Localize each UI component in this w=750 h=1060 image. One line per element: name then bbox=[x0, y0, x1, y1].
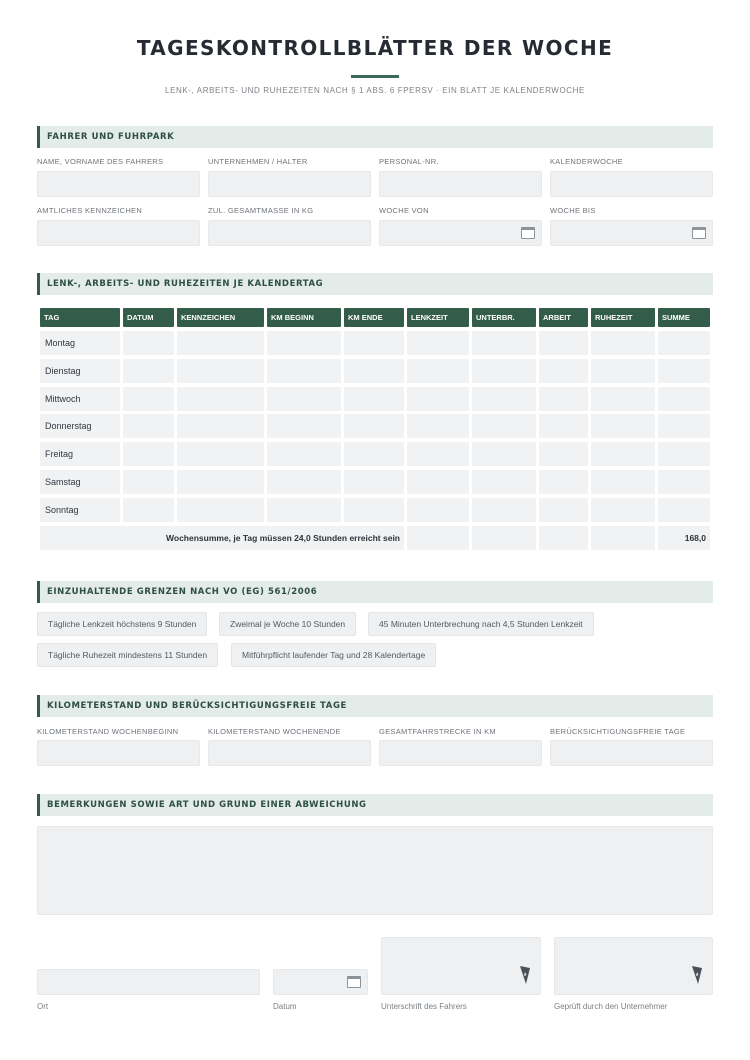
week-from-label: WOCHE VON bbox=[379, 206, 429, 215]
driver-name-label: NAME, VORNAME DES FAHRERS bbox=[37, 157, 164, 166]
cell-rest[interactable] bbox=[591, 442, 655, 466]
cell-plate[interactable] bbox=[177, 331, 264, 355]
cell-rest[interactable] bbox=[591, 387, 655, 411]
personnel-no-field[interactable] bbox=[379, 171, 542, 197]
cell-sum[interactable] bbox=[658, 387, 710, 411]
calendar-icon[interactable] bbox=[692, 227, 706, 239]
cell-plate[interactable] bbox=[177, 442, 264, 466]
cell-sum[interactable] bbox=[658, 498, 710, 522]
gross-weight-label: ZUL. GESAMTMASSE IN KG bbox=[208, 206, 314, 215]
cell-rest[interactable] bbox=[591, 331, 655, 355]
km-end-label: KILOMETERSTAND WOCHENENDE bbox=[208, 727, 341, 736]
calendar-week-field[interactable] bbox=[550, 171, 713, 197]
cell-plate[interactable] bbox=[177, 359, 264, 383]
cell-sum[interactable] bbox=[658, 442, 710, 466]
cell-date[interactable] bbox=[123, 470, 174, 494]
cell-date[interactable] bbox=[123, 387, 174, 411]
cell-break[interactable] bbox=[472, 442, 536, 466]
remarks-field[interactable] bbox=[37, 826, 713, 915]
limit-chip: Mitführpflicht laufender Tag und 28 Kalendertage bbox=[231, 643, 436, 667]
cell-plate[interactable] bbox=[177, 470, 264, 494]
cell-break[interactable] bbox=[472, 498, 536, 522]
cell-km-start[interactable] bbox=[267, 387, 341, 411]
place-field[interactable] bbox=[37, 969, 260, 995]
cell-date[interactable] bbox=[123, 442, 174, 466]
col-header-break: UNTERBR. bbox=[472, 308, 536, 327]
company-check-label: Geprüft durch den Unternehmer bbox=[554, 1002, 668, 1011]
day-label: Sonntag bbox=[45, 505, 79, 515]
cell-plate[interactable] bbox=[177, 498, 264, 522]
exempt-days-field[interactable] bbox=[550, 740, 713, 766]
calendar-icon[interactable] bbox=[347, 976, 361, 988]
cell-work[interactable] bbox=[539, 442, 588, 466]
col-header-date: DATUM bbox=[123, 308, 174, 327]
week-to-field[interactable] bbox=[550, 220, 713, 246]
weekly-sum-cell[interactable] bbox=[591, 526, 655, 550]
cell-plate[interactable] bbox=[177, 414, 264, 438]
place-label: Ort bbox=[37, 1002, 49, 1011]
day-label: Mittwoch bbox=[45, 394, 81, 404]
weekly-sum-cell[interactable] bbox=[407, 526, 469, 550]
cell-break[interactable] bbox=[472, 387, 536, 411]
cell-km-start[interactable] bbox=[267, 331, 341, 355]
cell-break[interactable] bbox=[472, 331, 536, 355]
cell-work[interactable] bbox=[539, 414, 588, 438]
col-header-driving-time: LENKZEIT bbox=[407, 308, 469, 327]
calendar-icon[interactable] bbox=[521, 227, 535, 239]
date-field[interactable] bbox=[273, 969, 368, 995]
company-check-field[interactable] bbox=[554, 937, 713, 995]
title-divider bbox=[351, 75, 399, 78]
cell-date[interactable] bbox=[123, 331, 174, 355]
cell-rest[interactable] bbox=[591, 498, 655, 522]
limit-chip: Tägliche Ruhezeit mindestens 11 Stunden bbox=[37, 643, 218, 667]
driver-signature-field[interactable] bbox=[381, 937, 541, 995]
cell-break[interactable] bbox=[472, 414, 536, 438]
cell-date[interactable] bbox=[123, 359, 174, 383]
cell-sum[interactable] bbox=[658, 359, 710, 383]
km-start-field[interactable] bbox=[37, 740, 200, 766]
cell-km-start[interactable] bbox=[267, 442, 341, 466]
col-header-plate: KENNZEICHEN bbox=[177, 308, 264, 327]
cell-km-start[interactable] bbox=[267, 470, 341, 494]
cell-sum[interactable] bbox=[658, 331, 710, 355]
section-heading-mileage: KILOMETERSTAND UND BERÜCKSICHTIGUNGSFREIE TAGE bbox=[37, 695, 713, 717]
pen-icon bbox=[690, 964, 704, 986]
cell-km-end[interactable] bbox=[344, 470, 404, 494]
date-label: Datum bbox=[273, 1002, 297, 1011]
cell-work[interactable] bbox=[539, 387, 588, 411]
distance-field[interactable] bbox=[379, 740, 542, 766]
cell-driving-time[interactable] bbox=[407, 414, 469, 438]
weekly-sum-cell[interactable] bbox=[472, 526, 536, 550]
calendar-week-label: KALENDERWOCHE bbox=[550, 157, 623, 166]
cell-driving-time[interactable] bbox=[407, 359, 469, 383]
cell-date[interactable] bbox=[123, 498, 174, 522]
cell-km-end[interactable] bbox=[344, 331, 404, 355]
distance-label: GESAMTFAHRSTRECKE IN KM bbox=[379, 727, 496, 736]
cell-work[interactable] bbox=[539, 470, 588, 494]
day-label: Donnerstag bbox=[45, 421, 92, 431]
cell-rest[interactable] bbox=[591, 359, 655, 383]
section-heading-times: LENK-, ARBEITS- UND RUHEZEITEN JE KALENDERTAG bbox=[37, 273, 713, 295]
week-from-field[interactable] bbox=[379, 220, 542, 246]
cell-km-start[interactable] bbox=[267, 359, 341, 383]
pen-icon bbox=[518, 964, 532, 986]
limit-chip: Zweimal je Woche 10 Stunden bbox=[219, 612, 356, 636]
km-start-label: KILOMETERSTAND WOCHENBEGINN bbox=[37, 727, 179, 736]
cell-driving-time[interactable] bbox=[407, 470, 469, 494]
cell-driving-time[interactable] bbox=[407, 331, 469, 355]
cell-km-end[interactable] bbox=[344, 387, 404, 411]
day-label: Dienstag bbox=[45, 366, 81, 376]
week-to-label: WOCHE BIS bbox=[550, 206, 596, 215]
weekly-sum-cell[interactable] bbox=[539, 526, 588, 550]
cell-driving-time[interactable] bbox=[407, 387, 469, 411]
cell-driving-time[interactable] bbox=[407, 442, 469, 466]
section-heading-limits: EINZUHALTENDE GRENZEN NACH VO (EG) 561/2006 bbox=[37, 581, 713, 603]
plate-field[interactable] bbox=[37, 220, 200, 246]
section-heading-remarks: BEMERKUNGEN SOWIE ART UND GRUND EINER ABWEICHUNG bbox=[37, 794, 713, 816]
page-title: TAGESKONTROLLBLÄTTER DER WOCHE bbox=[136, 36, 614, 60]
weekly-sum-value: 168,0 bbox=[684, 533, 706, 543]
limit-chip: Tägliche Lenkzeit höchstens 9 Stunden bbox=[37, 612, 207, 636]
cell-plate[interactable] bbox=[177, 387, 264, 411]
col-header-km-end: KM ENDE bbox=[344, 308, 404, 327]
exempt-days-label: BERÜCKSICHTIGUNGSFREIE TAGE bbox=[550, 727, 686, 736]
cell-work[interactable] bbox=[539, 359, 588, 383]
cell-break[interactable] bbox=[472, 470, 536, 494]
section-heading-driver: FAHRER UND FUHRPARK bbox=[37, 126, 713, 148]
col-header-day: TAG bbox=[40, 308, 120, 327]
company-field[interactable] bbox=[208, 171, 371, 197]
col-header-work: ARBEIT bbox=[539, 308, 588, 327]
page-subtitle: LENK-, ARBEITS- UND RUHEZEITEN NACH § 1 ABS. 6 FPERSV · EIN BLATT JE KALENDERWOCHE bbox=[165, 86, 585, 95]
col-header-km-start: KM BEGINN bbox=[267, 308, 341, 327]
personnel-no-label: PERSONAL-NR. bbox=[379, 157, 439, 166]
cell-sum[interactable] bbox=[658, 470, 710, 494]
weekly-sum-label: Wochensumme, je Tag müssen 24,0 Stunden erreicht sein bbox=[166, 533, 400, 543]
col-header-rest: RUHEZEIT bbox=[591, 308, 655, 327]
day-label: Samstag bbox=[45, 477, 81, 487]
col-header-sum: SUMME bbox=[658, 308, 710, 327]
gross-weight-field[interactable] bbox=[208, 220, 371, 246]
cell-sum[interactable] bbox=[658, 414, 710, 438]
km-end-field[interactable] bbox=[208, 740, 371, 766]
cell-work[interactable] bbox=[539, 331, 588, 355]
driver-name-field[interactable] bbox=[37, 171, 200, 197]
cell-driving-time[interactable] bbox=[407, 498, 469, 522]
limit-chip: 45 Minuten Unterbrechung nach 4,5 Stunden Lenkzeit bbox=[368, 612, 594, 636]
cell-rest[interactable] bbox=[591, 470, 655, 494]
day-label: Freitag bbox=[45, 449, 74, 459]
cell-km-end[interactable] bbox=[344, 498, 404, 522]
cell-km-start[interactable] bbox=[267, 414, 341, 438]
cell-km-end[interactable] bbox=[344, 442, 404, 466]
day-label: Montag bbox=[45, 338, 76, 348]
cell-km-start[interactable] bbox=[267, 498, 341, 522]
cell-date[interactable] bbox=[123, 414, 174, 438]
cell-rest[interactable] bbox=[591, 414, 655, 438]
plate-label: AMTLICHES KENNZEICHEN bbox=[37, 206, 143, 215]
company-label: UNTERNEHMEN / HALTER bbox=[208, 157, 308, 166]
cell-km-end[interactable] bbox=[344, 359, 404, 383]
driver-signature-label: Unterschrift des Fahrers bbox=[381, 1002, 467, 1011]
cell-break[interactable] bbox=[472, 359, 536, 383]
cell-km-end[interactable] bbox=[344, 414, 404, 438]
cell-work[interactable] bbox=[539, 498, 588, 522]
